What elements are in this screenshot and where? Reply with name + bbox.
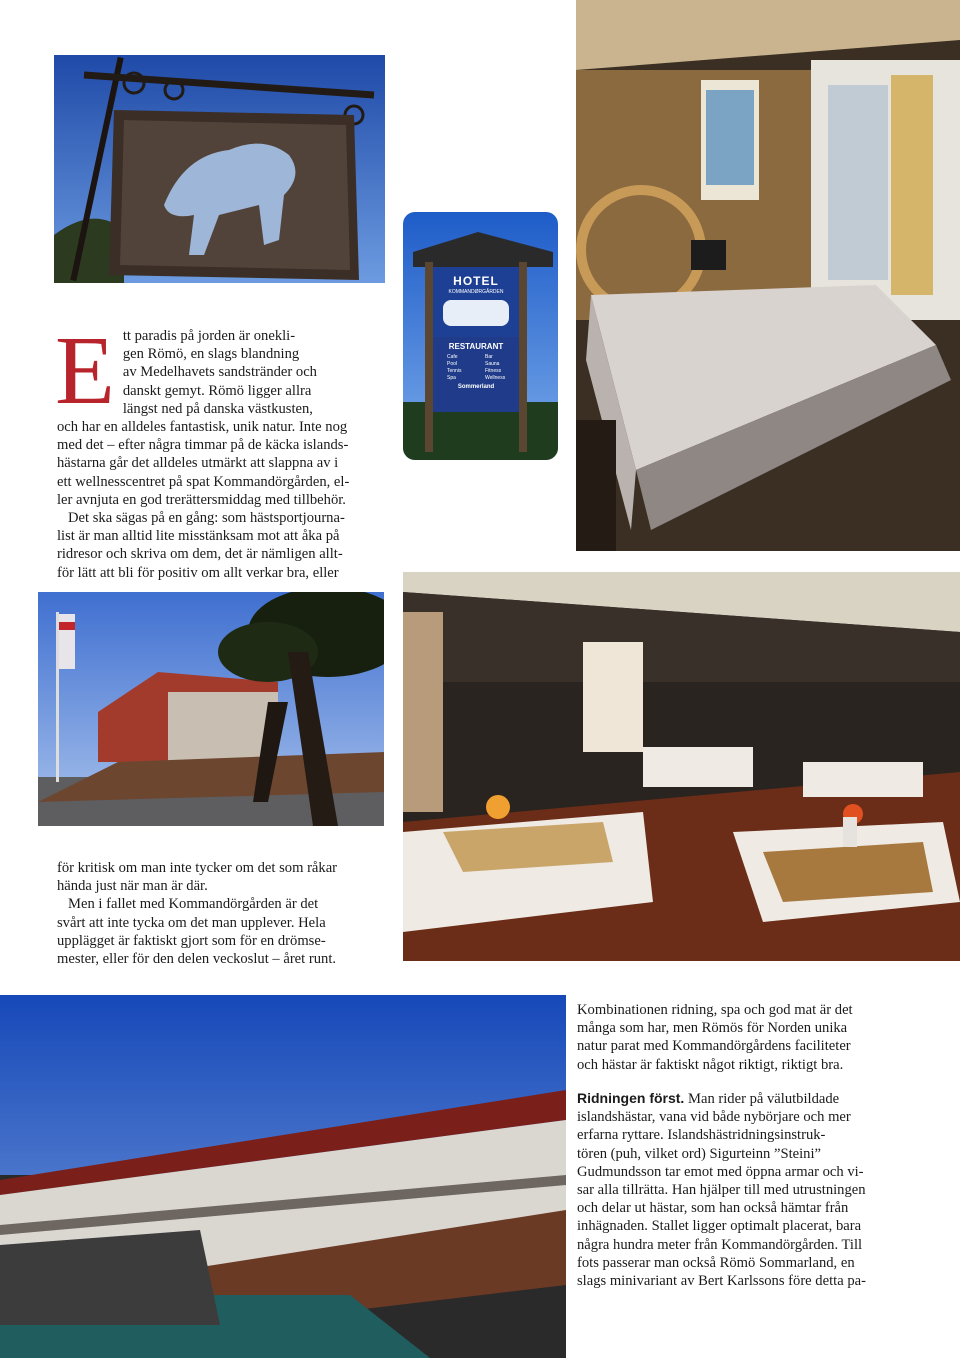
- intro-line: danskt gemyt. Römö ligger allra: [122, 382, 312, 399]
- sign-item: Spa: [447, 375, 456, 381]
- section-heading: Ridningen först.: [577, 1090, 685, 1106]
- sign-summer-text: Sommerland: [457, 384, 495, 390]
- photo-restaurant: [403, 572, 960, 961]
- sign-items-right: [485, 354, 505, 382]
- text-line: hästarna går det alldeles utmärkt att slappna av i: [57, 455, 339, 472]
- photo-bedroom: [576, 0, 960, 551]
- sign-item: Sauna: [485, 361, 500, 367]
- photo-pool-building: [0, 995, 566, 1358]
- sign-hotel-text: HOTEL: [453, 274, 499, 288]
- text-line: och delar ut hästar, som han också hämtar från: [577, 1200, 849, 1217]
- article-column-1: [57, 418, 402, 582]
- text-line: tören (puh, vilket ord) Sigurteinn ”Steini”: [577, 1145, 821, 1162]
- text-line: ridresor och skriva om dem, det är nämligen allt-: [57, 546, 343, 563]
- text-line: för kritisk om man inte tycker om det som råkar: [57, 860, 338, 876]
- text-line: och har en alldeles fantastisk, unik natur. Inte nog: [57, 419, 348, 435]
- text-line: för lätt att bli för positiv om allt verkar bra, eller: [57, 564, 339, 581]
- text-line: slags minivariant av Bert Karlssons före detta pa-: [577, 1273, 866, 1290]
- photo-hotel-exterior: [38, 592, 384, 826]
- text-line: några hundra meter från Kommandörgården. Till: [577, 1236, 863, 1253]
- sign-name-text: KOMMANDØRGÅRDEN: [448, 289, 504, 295]
- text-line: erfarna ryttare. Islandshästridningsinstruk-: [577, 1127, 826, 1144]
- text-line: Det ska sägas på en gång: som hästsportjourna-: [68, 510, 345, 527]
- sign-item: Bar: [485, 354, 493, 360]
- text-line: svårt att inte tycka om det man upplever. Hela: [57, 914, 326, 931]
- article-column-4: [577, 1089, 937, 1290]
- text-line: Kombinationen ridning, spa och god mat är det: [577, 1002, 853, 1018]
- sign-item: Pool: [447, 361, 458, 367]
- dropcap: E: [55, 317, 115, 425]
- text-line: och hästar är faktiskt något riktigt, riktigt bra.: [577, 1056, 844, 1073]
- text-line: med det – efter några timmar på de käcka islands-: [57, 437, 349, 454]
- sign-items-left: [447, 354, 461, 382]
- text-line: islandshästar, vana vid både nybörjare och mer: [577, 1109, 851, 1126]
- text-line: ett wellnesscentret på spat Kommandörgården, el-: [57, 473, 350, 490]
- photo-hotel-sign: [403, 212, 558, 460]
- text-line: sar alla tillrätta. Han hjälper till med utrustningen: [577, 1182, 866, 1199]
- intro-line: gen Römö, en slags blandning: [122, 346, 300, 363]
- sign-item: Tennis: [447, 368, 462, 374]
- text-line: ler avnjuta en god trerättersmiddag med tillbehör.: [57, 491, 346, 508]
- intro-line: längst ned på danska västkusten,: [122, 400, 313, 417]
- text-line: upplägget är faktiskt gjort som för en drömse-: [57, 932, 326, 949]
- text-line: fots passerar man också Römö Sommarland, en: [577, 1254, 855, 1271]
- text-line: Gudmundsson tar emot med öppna armar och vi-: [577, 1163, 864, 1180]
- text-line: [577, 1089, 937, 1108]
- text-line: mester, eller för den delen veckoslut – året runt.: [57, 951, 337, 968]
- article-column-3: [577, 1001, 937, 1074]
- intro-line: av Medelhavets sandstränder och: [122, 364, 317, 381]
- sign-item: Wellness: [485, 375, 506, 381]
- intro-line: tt paradis på jorden är onekli-: [122, 328, 296, 344]
- text-line: många som har, men Römös för Norden unika: [577, 1020, 848, 1037]
- text-line: hända just när man är där.: [57, 878, 208, 895]
- text-line: list är man alltid lite misstänksam mot att åka på: [57, 528, 340, 545]
- sign-restaurant-text: RESTAURANT: [448, 342, 504, 351]
- text-line-start: Man rider på välutbildade: [687, 1091, 840, 1107]
- photo-horse-sign: [54, 55, 385, 283]
- text-line: inhägnaden. Stallet ligger optimalt placerat, bara: [577, 1218, 862, 1235]
- text-line: Men i fallet med Kommandörgården är det: [68, 896, 319, 913]
- article-intro: [55, 317, 387, 425]
- sign-item: Fitness: [485, 368, 502, 374]
- sign-item: Cafe: [447, 354, 458, 360]
- text-line: natur parat med Kommandörgårdens faciliteter: [577, 1038, 851, 1055]
- article-column-2: [57, 859, 392, 968]
